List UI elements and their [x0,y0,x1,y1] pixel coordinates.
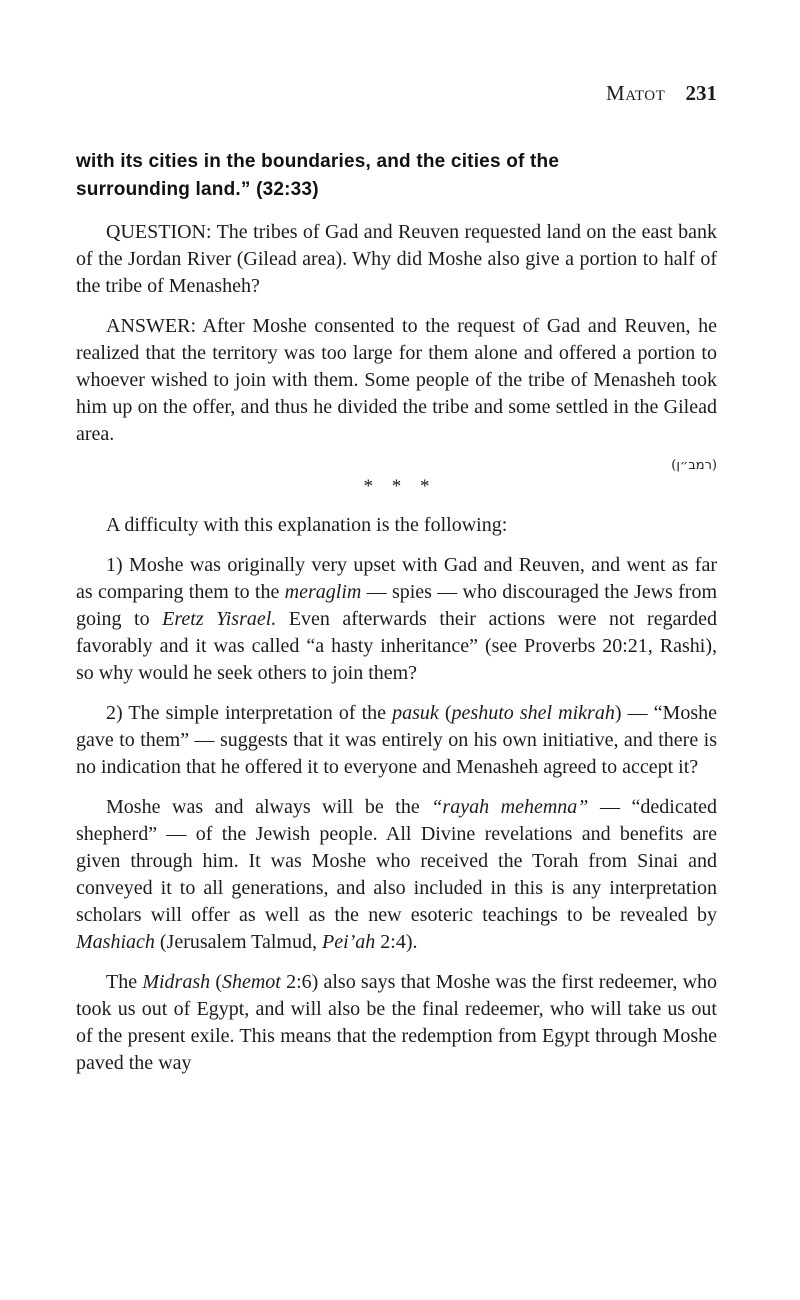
paragraph-question: QUESTION: The tribes of Gad and Reuven requested land on the east bank of the Jordan River (Gilead area). Why did Moshe also give a portion to half of the tribe of Menasheh? [76,221,717,297]
running-header [606,82,717,104]
section-separator: * * * [363,476,430,497]
paragraph-point-2: 2) The simple interpretation of the pasuk (peshuto shel mikrah) — “Moshe gave to them” — suggests that it was entirely on his own initiative, and there is no indication that he offered it to everyone and Menasheh agreed to accept it? [76,702,717,778]
paragraph-shepherd: Moshe was and always will be the “rayah mehemna” — “dedicated shepherd” — of the Jewish people. All Divine revelations and benefits are given through him. It was Moshe who received the Torah from Sinai and conveyed it to all generations, and also included in this is any interpretation scholars will offer as well as the new esoteric teachings to be revealed by Mashiach (Jerusalem Talmud, Pei’ah 2:4). [76,796,718,953]
paragraph-point-1: 1) Moshe was originally very upset with Gad and Reuven, and went as far as comparing them to the meraglim — spies — who discouraged the Jews from going to Eretz Yisrael. Even afterwards their actions were not regarded favorably and it was called “a hasty inheritance” (see Proverbs 20:21, Rashi), so why would he seek others to join them? [76,554,717,684]
page-number: 231 [685,81,717,105]
verse-heading [76,148,717,204]
paragraph-answer: ANSWER: After Moshe consented to the request of Gad and Reuven, he realized that the territory was too large for them alone and offered a portion to whoever wished to join with them. Some people of the tribe of Menasheh took him up on the offer, and thus he divided the tribe and some settled in the Gilead area. [76,315,717,445]
verse-heading-line-2: surrounding land.” (32:33) [76,179,319,200]
section-title: Matot [606,81,666,105]
source-citation: (רמב״ן) [671,458,717,473]
paragraph-difficulty: A difficulty with this explanation is the following: [106,514,508,536]
verse-heading-line-1: with its cities in the boundaries, and the cities of the [76,151,560,172]
text-column [76,148,717,1090]
paragraph-midrash: The Midrash (Shemot 2:6) also says that Moshe was the first redeemer, who took us out of Egypt, and will also be the final redeemer, who will take us out of the present exile. This means that the redemption from Egypt through Moshe paved the way [76,971,718,1074]
